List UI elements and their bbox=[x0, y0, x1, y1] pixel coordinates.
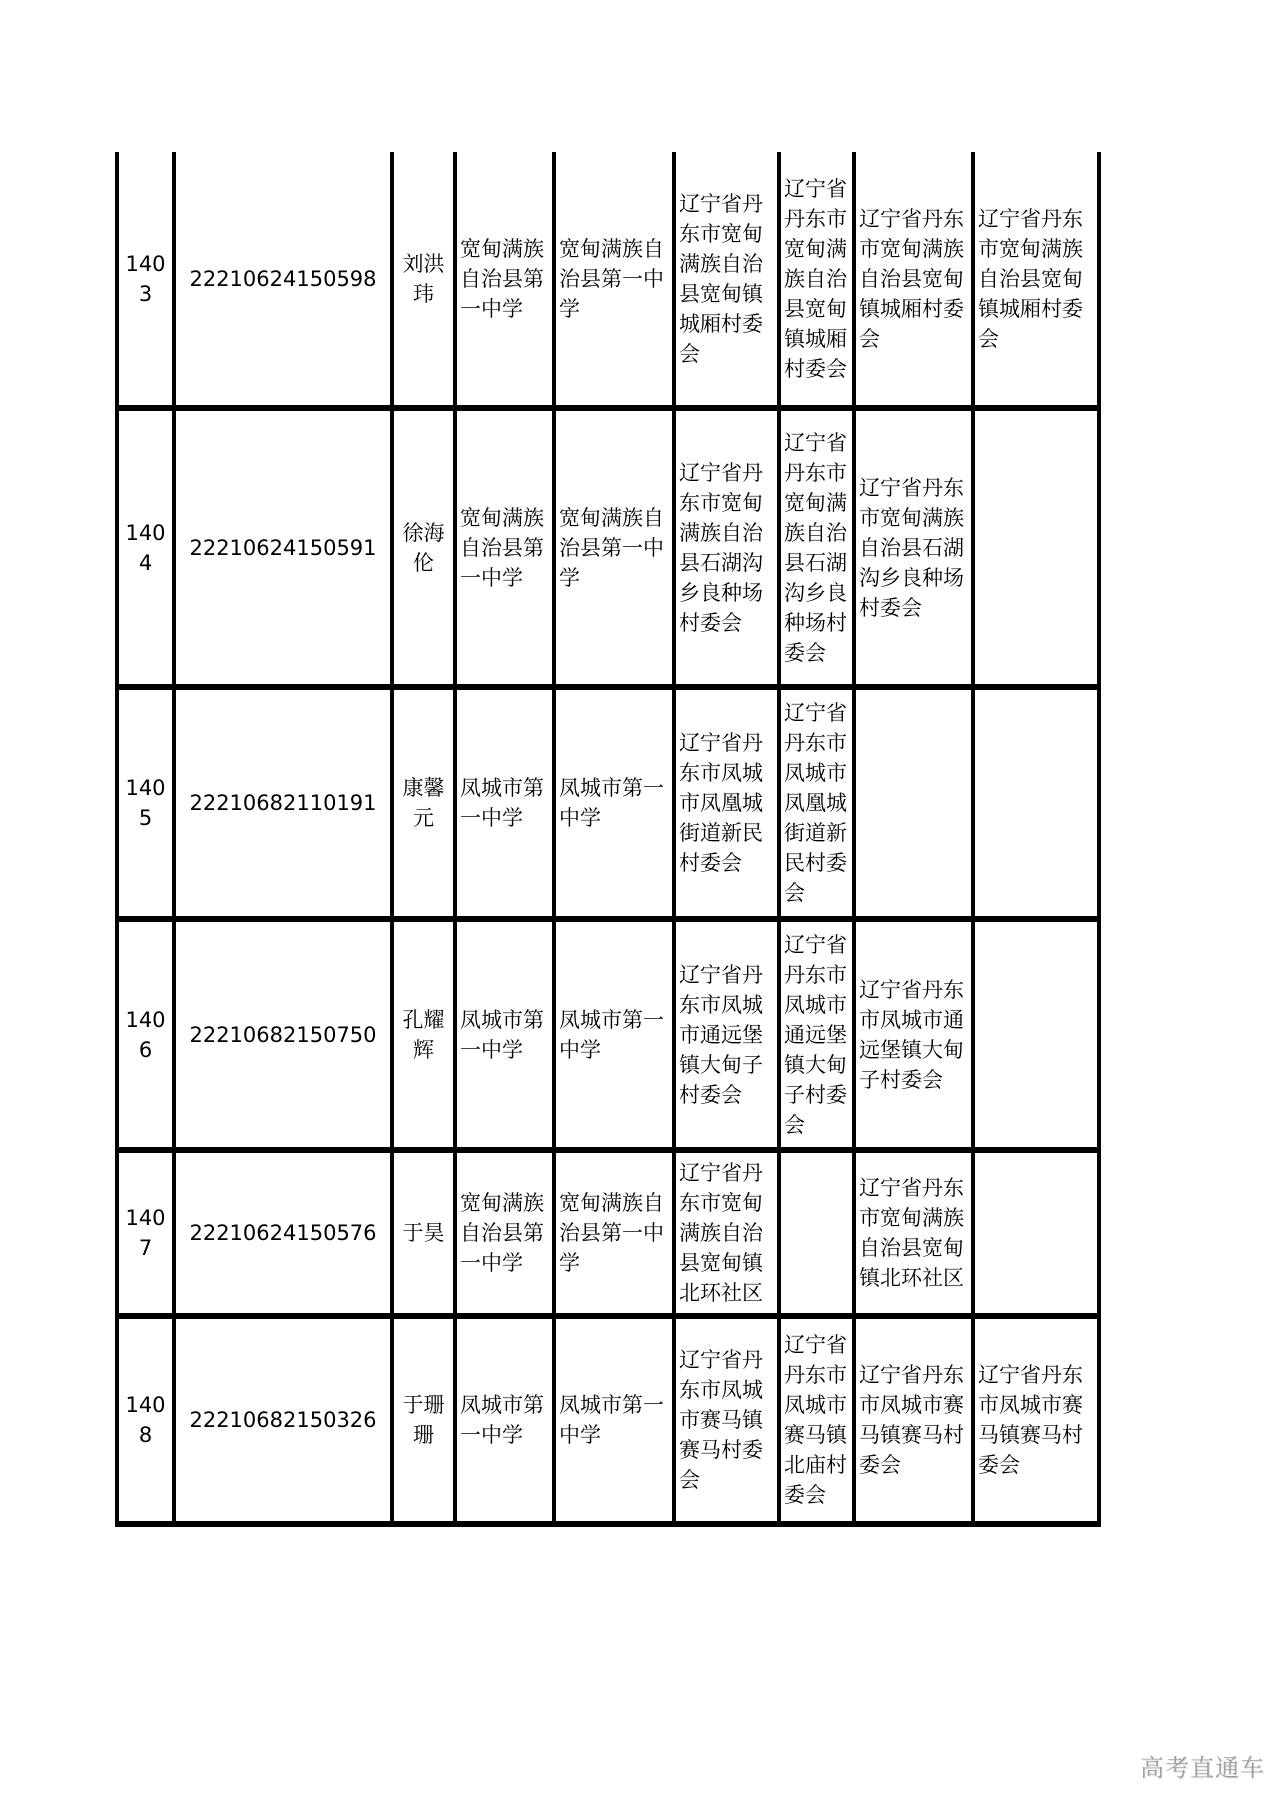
cell-address-b: 辽宁省丹东市宽甸满族自治县石湖沟乡良种场村委会 bbox=[779, 408, 854, 687]
cell-student-name: 刘洪玮 bbox=[392, 152, 455, 408]
cell-address-b: 辽宁省丹东市凤城市凤凰城街道新民村委会 bbox=[779, 687, 854, 919]
cell-school-b: 宽甸满族自治县第一中学 bbox=[554, 1150, 674, 1316]
cell-address-d bbox=[973, 408, 1099, 687]
cell-exam-id: 22210682110191 bbox=[174, 687, 392, 919]
cell-school-a: 宽甸满族自治县第一中学 bbox=[455, 1150, 554, 1316]
cell-exam-id: 22210624150598 bbox=[174, 152, 392, 408]
cell-address-d: 辽宁省丹东市凤城市赛马镇赛马村委会 bbox=[973, 1316, 1099, 1524]
cell-school-b: 凤城市第一中学 bbox=[554, 919, 674, 1150]
cell-school-a: 宽甸满族自治县第一中学 bbox=[455, 408, 554, 687]
cell-address-a: 辽宁省丹东市宽甸满族自治县宽甸镇北环社区 bbox=[674, 1150, 779, 1316]
cell-address-c: 辽宁省丹东市宽甸满族自治县宽甸镇北环社区 bbox=[854, 1150, 973, 1316]
cell-school-a: 凤城市第一中学 bbox=[455, 1316, 554, 1524]
cell-school-b: 凤城市第一中学 bbox=[554, 1316, 674, 1524]
cell-exam-id: 22210624150576 bbox=[174, 1150, 392, 1316]
cell-school-a: 宽甸满族自治县第一中学 bbox=[455, 152, 554, 408]
cell-exam-id: 22210682150750 bbox=[174, 919, 392, 1150]
cell-serial-number: 1403 bbox=[117, 152, 174, 408]
cell-address-b: 辽宁省丹东市宽甸满族自治县宽甸镇城厢村委会 bbox=[779, 152, 854, 408]
table-row bbox=[117, 1150, 1099, 1316]
cell-school-b: 宽甸满族自治县第一中学 bbox=[554, 408, 674, 687]
cell-address-a: 辽宁省丹东市凤城市赛马镇赛马村委会 bbox=[674, 1316, 779, 1524]
cell-exam-id: 22210682150326 bbox=[174, 1316, 392, 1524]
cell-student-name: 徐海伦 bbox=[392, 408, 455, 687]
table-row bbox=[117, 919, 1099, 1150]
cell-student-name: 康馨元 bbox=[392, 687, 455, 919]
cell-address-d bbox=[973, 1150, 1099, 1316]
cell-school-a: 凤城市第一中学 bbox=[455, 687, 554, 919]
watermark-text: 高考直通车 bbox=[1140, 1754, 1265, 1782]
cell-serial-number: 1406 bbox=[117, 919, 174, 1150]
cell-address-b: 辽宁省丹东市凤城市通远堡镇大甸子村委会 bbox=[779, 919, 854, 1150]
table-row bbox=[117, 408, 1099, 687]
cell-address-d bbox=[973, 919, 1099, 1150]
cell-serial-number: 1407 bbox=[117, 1150, 174, 1316]
cell-address-b: 辽宁省丹东市凤城市赛马镇北庙村委会 bbox=[779, 1316, 854, 1524]
cell-serial-number: 1404 bbox=[117, 408, 174, 687]
cell-address-a: 辽宁省丹东市宽甸满族自治县宽甸镇城厢村委会 bbox=[674, 152, 779, 408]
cell-address-c bbox=[854, 687, 973, 919]
cell-address-a: 辽宁省丹东市凤城市通远堡镇大甸子村委会 bbox=[674, 919, 779, 1150]
cell-address-c: 辽宁省丹东市凤城市通远堡镇大甸子村委会 bbox=[854, 919, 973, 1150]
cell-school-b: 宽甸满族自治县第一中学 bbox=[554, 152, 674, 408]
cell-address-a: 辽宁省丹东市凤城市凤凰城街道新民村委会 bbox=[674, 687, 779, 919]
cell-serial-number: 1405 bbox=[117, 687, 174, 919]
cell-school-a: 凤城市第一中学 bbox=[455, 919, 554, 1150]
cell-address-d: 辽宁省丹东市宽甸满族自治县宽甸镇城厢村委会 bbox=[973, 152, 1099, 408]
cell-exam-id: 22210624150591 bbox=[174, 408, 392, 687]
cell-serial-number: 1408 bbox=[117, 1316, 174, 1524]
cell-student-name: 于昊 bbox=[392, 1150, 455, 1316]
cell-address-a: 辽宁省丹东市宽甸满族自治县石湖沟乡良种场村委会 bbox=[674, 408, 779, 687]
cell-address-c: 辽宁省丹东市凤城市赛马镇赛马村委会 bbox=[854, 1316, 973, 1524]
table-row bbox=[117, 687, 1099, 919]
cell-address-d bbox=[973, 687, 1099, 919]
cell-student-name: 于珊珊 bbox=[392, 1316, 455, 1524]
cell-school-b: 凤城市第一中学 bbox=[554, 687, 674, 919]
cell-address-b bbox=[779, 1150, 854, 1316]
table-row bbox=[117, 152, 1099, 408]
cell-address-c: 辽宁省丹东市宽甸满族自治县宽甸镇城厢村委会 bbox=[854, 152, 973, 408]
table-row bbox=[117, 1316, 1099, 1524]
cell-address-c: 辽宁省丹东市宽甸满族自治县石湖沟乡良种场村委会 bbox=[854, 408, 973, 687]
student-roster-table bbox=[115, 152, 1101, 1527]
cell-student-name: 孔耀辉 bbox=[392, 919, 455, 1150]
